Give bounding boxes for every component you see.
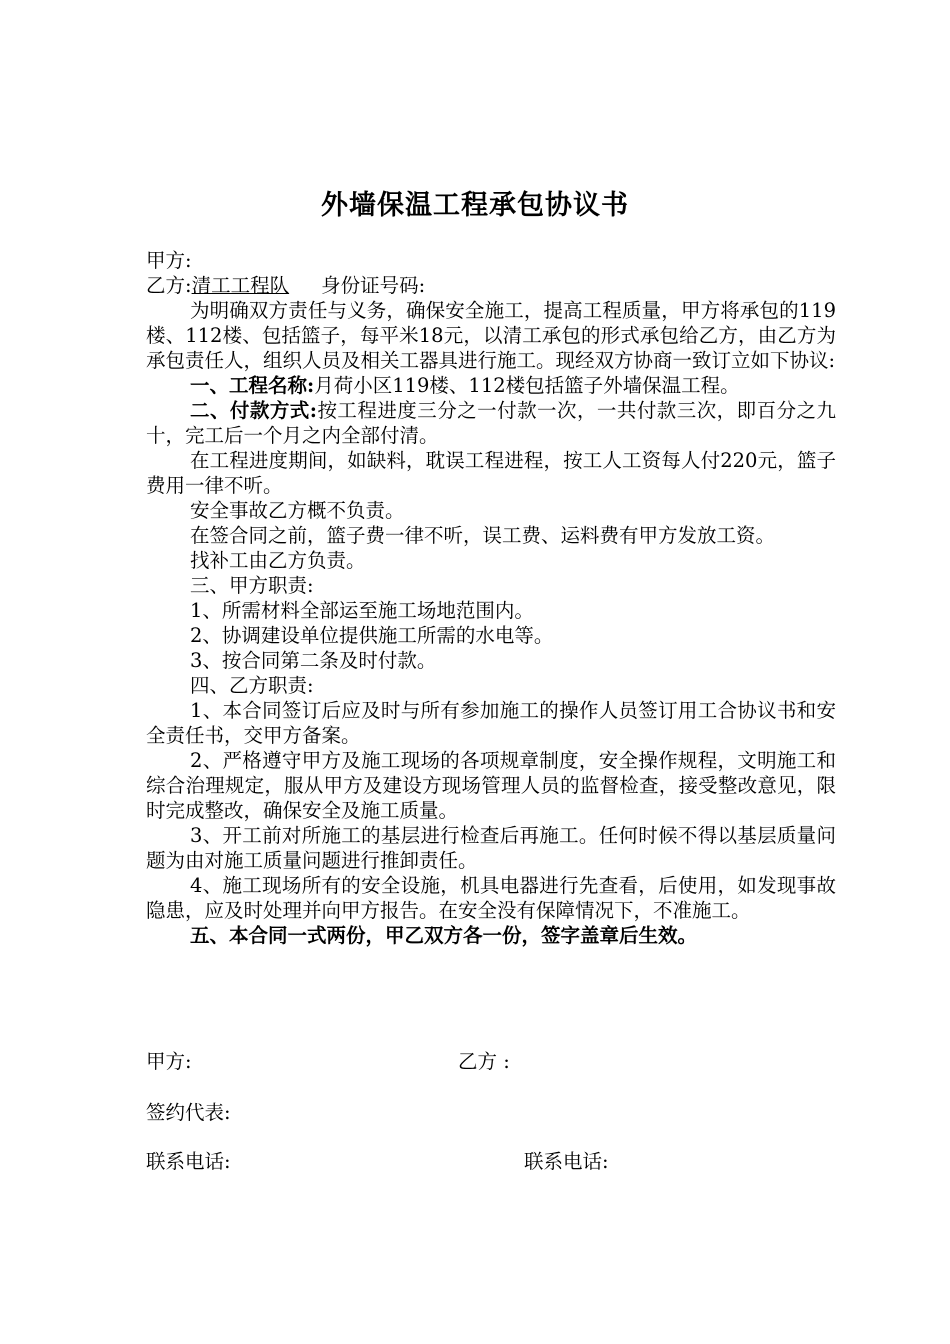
section-3-item: 3、按合同第二条及时付款。 <box>190 649 437 672</box>
party-a-line <box>146 248 836 273</box>
section-2-title: 二、付款方式: <box>190 399 317 422</box>
section-3-title: 三、甲方职责: <box>190 574 314 597</box>
signature-representative: 签约代表: <box>146 1101 231 1124</box>
delay-paragraph: 在工程进度期间，如缺料，耽误工程进程，按工人工资每人付220元，篮子费用一律不听。 <box>146 449 836 497</box>
party-b-name: 清工工程队 <box>191 274 290 297</box>
section-4-item: 1、本合同签订后应及时与所有参加施工的操作人员签订用工合协议书和安全责任书，交甲方备案。 <box>146 699 836 747</box>
section-2 <box>146 398 836 448</box>
id-number-label: 身份证号码: <box>321 274 426 297</box>
party-a-label: 甲方: <box>146 249 192 272</box>
section-4-title: 四、乙方职责: <box>190 674 314 697</box>
replacement-paragraph: 找补工由乙方负责。 <box>190 549 366 572</box>
signature-party-a: 甲方: <box>146 1050 192 1073</box>
section-5: 五、本合同一式两份，甲乙双方各一份，签字盖章后生效。 <box>190 924 698 947</box>
before-contract-paragraph: 在签合同之前，篮子费一律不听，误工费、运料费有甲方发放工资。 <box>190 524 776 547</box>
document-body <box>146 248 836 948</box>
section-1-title: 一、工程名称: <box>190 374 315 397</box>
section-4-item: 4、施工现场所有的安全设施，机具电器进行先查看，后使用，如发现事故隐患，应及时处理并向甲方报告。在安全没有保障情况下，不准施工。 <box>146 874 836 922</box>
intro-paragraph: 为明确双方责任与义务，确保安全施工，提高工程质量，甲方将承包的119楼、112楼、包括篮子，每平米18元，以清工承包的形式承包给乙方，由乙方为承包责任人，组织人员及相关工器具进行施工。现经双方协商一致订立如下协议: <box>146 299 836 372</box>
signature-party-b: 乙方 : <box>458 1050 510 1073</box>
party-b-label: 乙方: <box>146 274 192 297</box>
section-1 <box>146 373 836 398</box>
section-4-item: 2、严格遵守甲方及施工现场的各项规章制度，安全操作规程，文明施工和综合治理规定，服从甲方及建设方现场管理人员的监督检查，接受整改意见，限时完成整改，确保安全及施工质量。 <box>146 749 836 822</box>
section-4-item: 3、开工前对所施工的基层进行检查后再施工。任何时候不得以基层质量问题为由对施工质量问题进行推卸责任。 <box>146 824 836 872</box>
document-title: 外墙保温工程承包协议书 <box>321 190 629 221</box>
section-3-item: 2、协调建设单位提供施工所需的水电等。 <box>190 624 554 647</box>
signature-phone-b: 联系电话: <box>524 1150 609 1173</box>
safety-paragraph: 安全事故乙方概不负责。 <box>190 499 405 522</box>
section-3-item: 1、所需材料全部运至施工场地范围内。 <box>190 599 534 622</box>
signature-phone-a: 联系电话: <box>146 1150 231 1173</box>
section-1-text: 月荷小区119楼、112楼包括篮子外墙保温工程。 <box>314 374 740 397</box>
party-b-line <box>146 273 836 298</box>
section-2-text: 按工程进度三分之一付款一次，一共付款三次，即百分之九十，完工后一个月之内全部付清。 <box>146 399 836 447</box>
